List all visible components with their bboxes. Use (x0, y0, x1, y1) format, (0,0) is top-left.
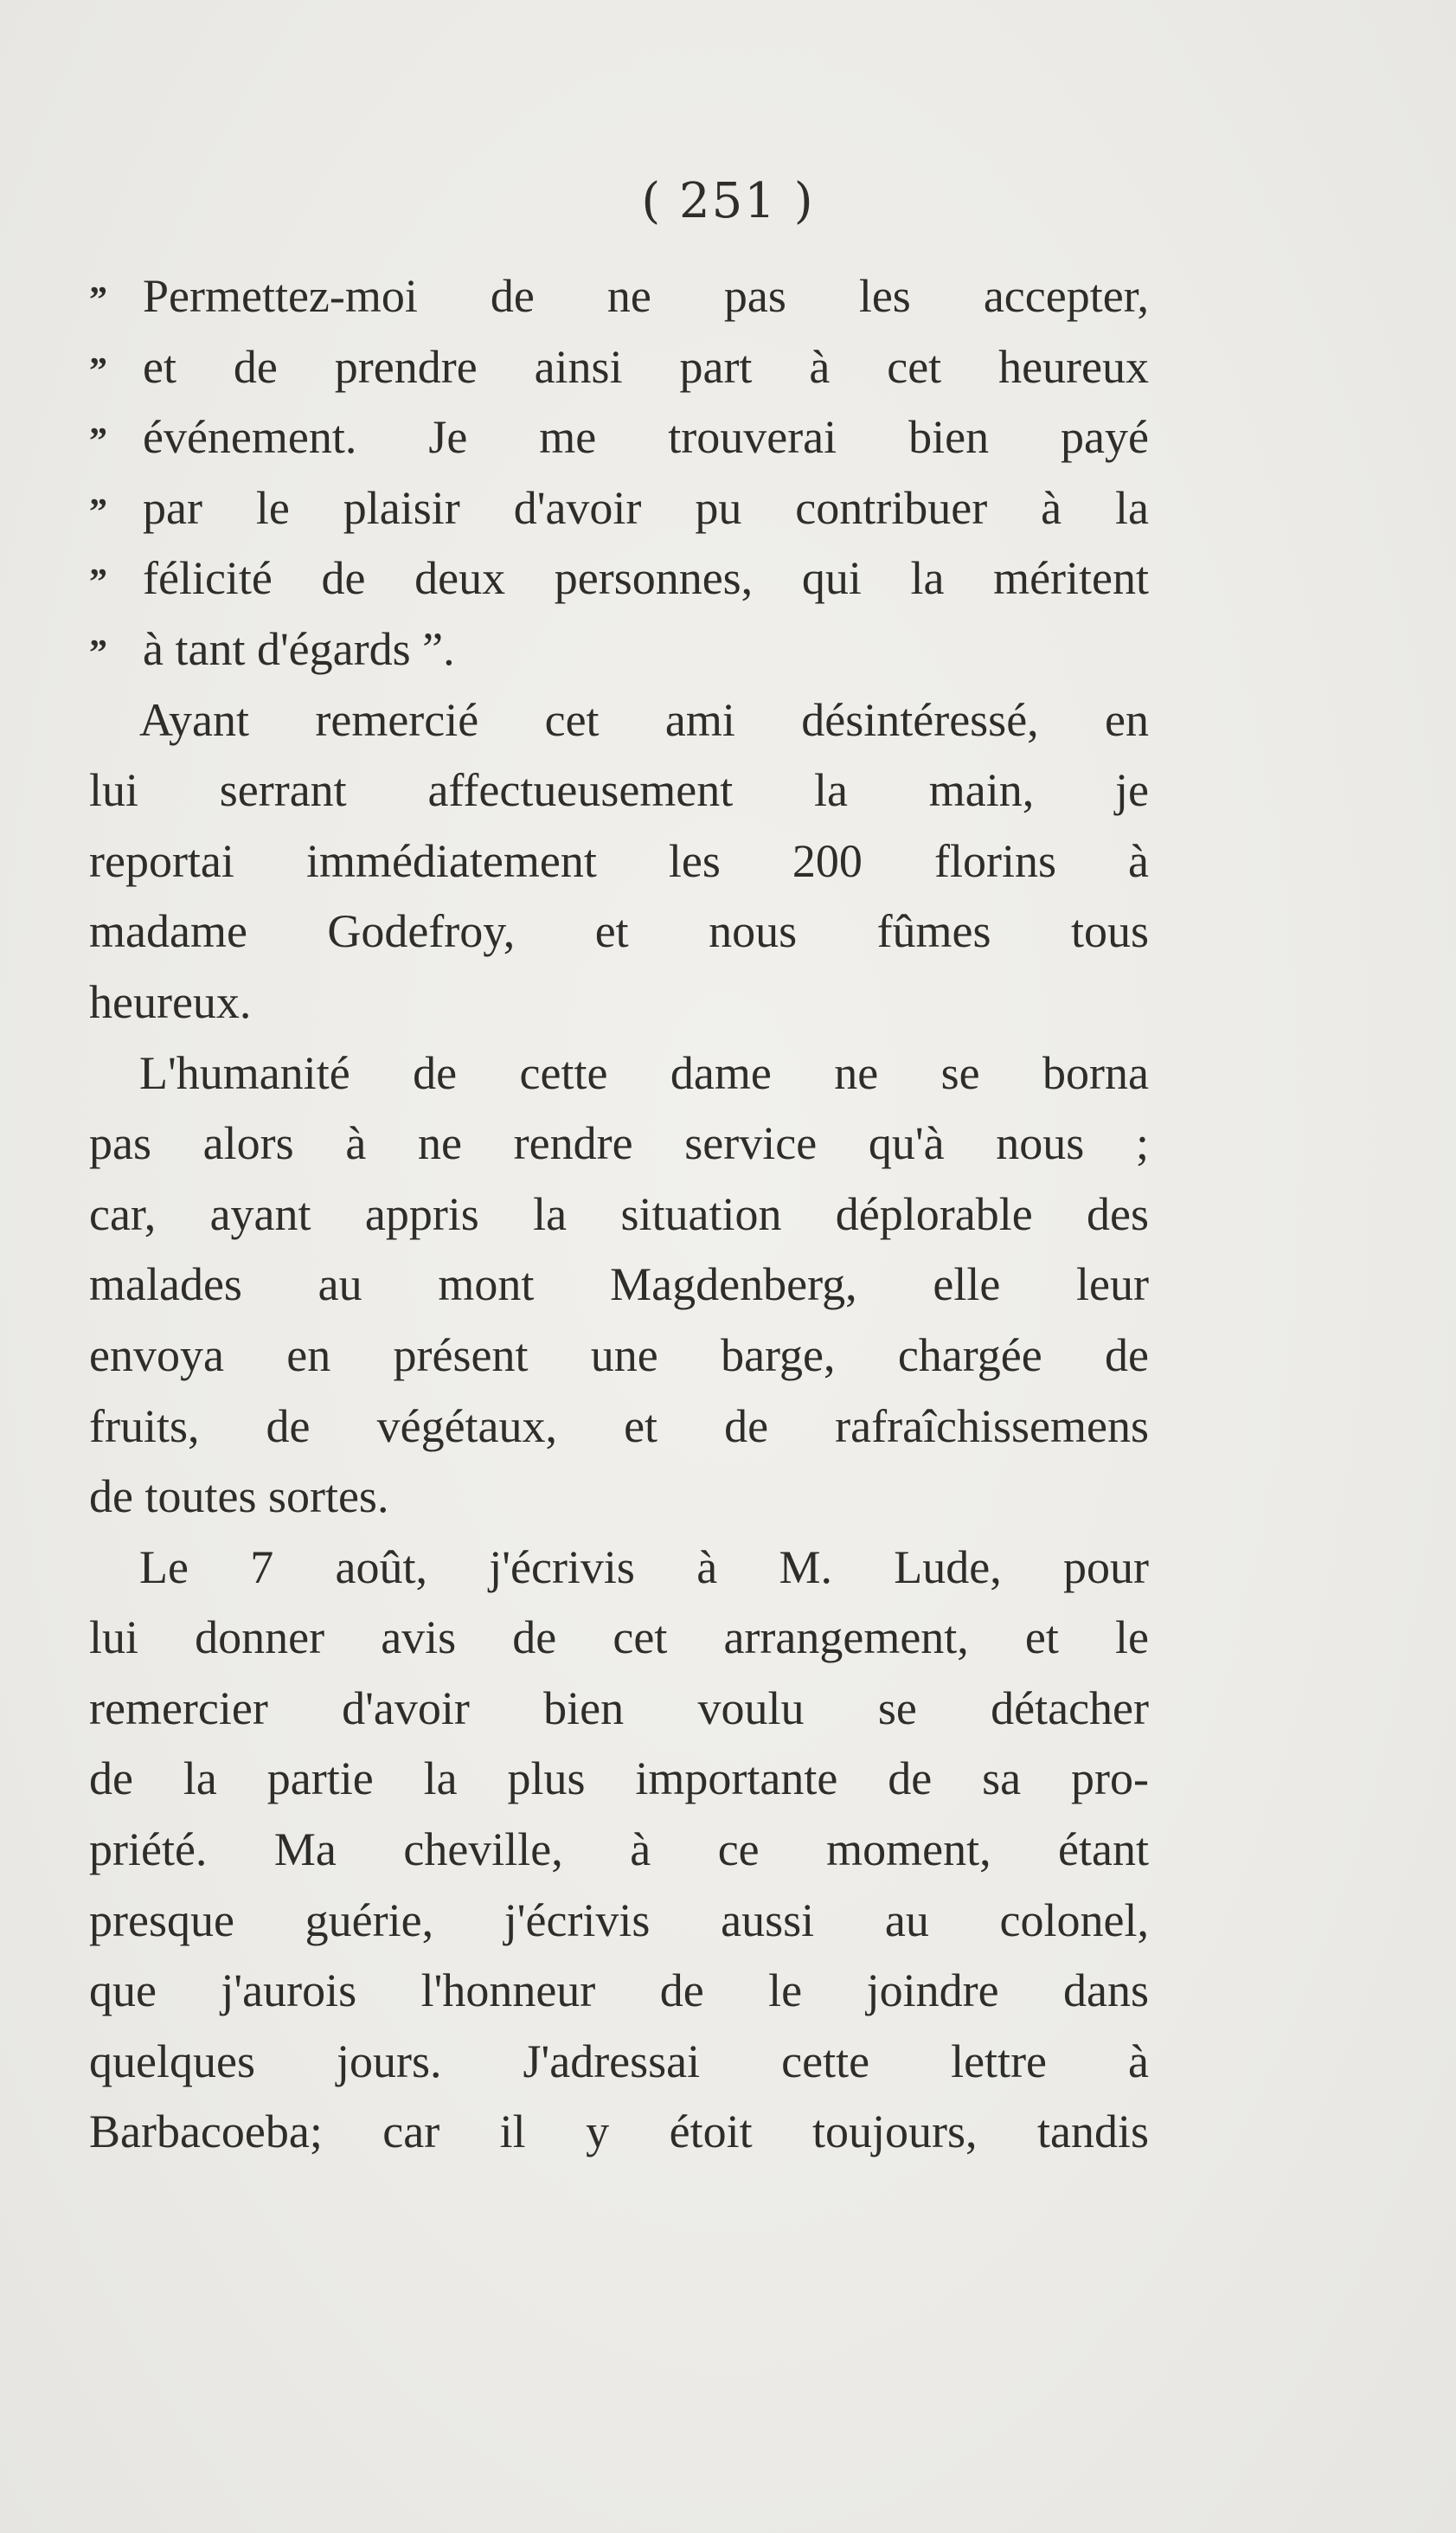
text-line (89, 2097, 1149, 2168)
quote-mark: ” (89, 280, 107, 320)
page-number: ( 251 ) (641, 173, 815, 229)
text-line (89, 968, 1149, 1038)
line-text: lui donner avis de cet arrangement, et le (89, 1611, 1149, 1664)
line-text: Le 7 août, j'écrivis à M. Lude, pour (139, 1540, 1149, 1593)
line-text: heureux. (89, 975, 252, 1028)
line-text: quelques jours. J'adressai cette lettre à (89, 2035, 1149, 2087)
line-text: presque guérie, j'écrivis aussi au colonel, (89, 1893, 1149, 1946)
quote-mark: ” (89, 492, 107, 532)
line-text: Ayant remercié cet ami désintéressé, en (139, 693, 1149, 746)
line-text: L'humanité de cette dame ne se borna (139, 1046, 1149, 1099)
text-line (89, 1744, 1149, 1815)
line-text: priété. Ma cheville, à ce moment, étant (89, 1823, 1149, 1876)
line-text: de la partie la plus importante de sa pro- (89, 1752, 1149, 1805)
text-line (89, 1109, 1149, 1180)
quote-mark: ” (89, 563, 107, 603)
text-line (89, 1392, 1149, 1463)
line-text: remercier d'avoir bien voulu se détacher (89, 1681, 1149, 1734)
quote-mark: ” (89, 421, 107, 462)
line-text: événement. Je me trouverai bien payé (143, 411, 1149, 464)
text-line (89, 1674, 1149, 1745)
text-line (89, 1250, 1149, 1321)
text-line (89, 402, 1149, 473)
text-line (89, 1886, 1149, 1957)
text-line (89, 1038, 1149, 1109)
line-text: madame Godefroy, et nous fûmes tous (89, 905, 1149, 958)
line-text: reportai immédiatement les 200 florins à (89, 834, 1149, 887)
text-line (89, 332, 1149, 403)
line-text: malades au mont Magdenberg, elle leur (89, 1258, 1149, 1311)
text-line (89, 1321, 1149, 1392)
line-text: que j'aurois l'honneur de le joindre dans (89, 1964, 1149, 2017)
text-line (89, 473, 1149, 544)
text-line (89, 1956, 1149, 2027)
text-line (89, 1462, 1149, 1533)
text-line (89, 685, 1149, 756)
line-text: lui serrant affectueusement la main, je (89, 764, 1149, 817)
text-line (89, 1180, 1149, 1250)
text-line (89, 543, 1149, 614)
line-text: fruits, de végétaux, et de rafraîchissemens (89, 1399, 1149, 1452)
quote-mark: ” (89, 350, 107, 391)
text-line (89, 897, 1149, 968)
text-line (89, 1533, 1149, 1604)
text-line (89, 614, 1149, 685)
line-text: par le plaisir d'avoir pu contribuer à la (143, 481, 1149, 534)
line-text: de toutes sortes. (89, 1470, 389, 1523)
line-text: car, ayant appris la situation déplorable des (89, 1187, 1149, 1240)
text-line (89, 1603, 1149, 1674)
text-line (89, 826, 1149, 897)
text-line (89, 261, 1149, 332)
line-text: pas alors à ne rendre service qu'à nous ; (89, 1117, 1149, 1170)
line-text: à tant d'égards ”. (143, 622, 455, 675)
text-line (89, 2027, 1149, 2098)
text-line (89, 1815, 1149, 1886)
line-text: Barbacoeba; car il y étoit toujours, tandis (89, 2105, 1149, 2158)
line-text: Permettez-moi de ne pas les accepter, (143, 270, 1149, 322)
line-text: et de prendre ainsi part à cet heureux (143, 340, 1149, 393)
text-line (89, 755, 1149, 826)
line-text: envoya en présent une barge, chargée de (89, 1328, 1149, 1381)
line-text: félicité de deux personnes, qui la méritent (143, 552, 1149, 605)
quote-mark: ” (89, 633, 107, 673)
body-text (89, 261, 1149, 2168)
